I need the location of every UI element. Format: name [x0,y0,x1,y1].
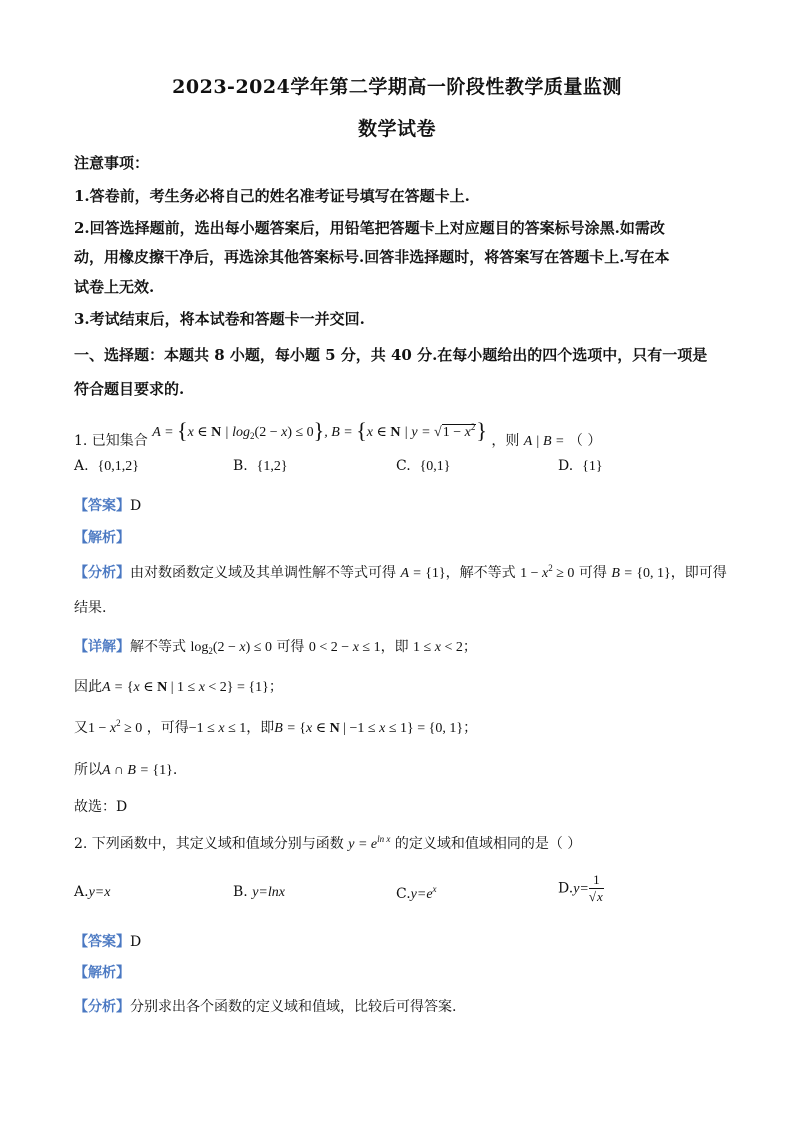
notes-item-2-line-2: 动，用橡皮擦干净后，再选涂其他答案标号.回答非选择题时，将答案写在答题卡上.写在本 [74,248,670,266]
q1-option-a: A. {0,1,2} [74,458,139,474]
q2-analysis-tag: 【解析】 [74,965,130,981]
notes-item-3: 3.考试结束后，将本试卷和答题卡一并交回. [74,310,365,328]
q2-option-c: $C.y=e^x$ [396,884,437,902]
notes-item-2-line-1: 2.回答选择题前，选出每小题答案后，用铅笔把答题卡上对应题目的答案标号涂黑.如需改 [74,219,665,237]
q1-option-c: C. {0,1} [396,458,451,474]
q1-set-formula: A = {x ∈ N | $\log_2(2 - x) \le 0$}, B = {x ∈ N | $y = √1 - x^2$} [152,418,487,443]
q2-option-a: A.y=x [74,884,111,900]
section-heading-line-1: 一、选择题：本题共 8 小题，每小题 5 分，共 40 分.在每小题给出的四个选项中，只有一项是 [74,346,708,364]
notes-heading: 注意事项： [74,154,150,172]
q2-fenxi: 【分析】分别求出各个函数的定义域和值域，比较后可得答案. [74,999,457,1015]
q1-stem: 1. 已知集合 A = {x ∈ N | $\log_2(2 - x) \le 0$}, B = {x ∈ N | $y = √1 - x^2$} ，则 A | B = （ ） [74,418,602,449]
q2-answer: 【答案】D [74,934,142,950]
q2-stem: 2. 下列函数中，其定义域和值域分别与函数 $y = e^{ln x}$ 的定义域和值域相同的是（ ） [74,834,582,852]
q2-option-d: D.y= $\frac{1}{√x}$ [558,872,603,904]
q1-detail-line-2: 因此A = {x ∈ N | 1 ≤ x < 2} = {1}； [74,679,283,695]
notes-item-2-line-3: 试卷上无效. [74,278,155,296]
q1-detail-line-1: 【详解】解不等式 $\log_2(2 - x) \le 0$ 可得 0 < 2 − x ≤ 1，即 1 ≤ x < 2； [74,639,477,656]
notes-item-1: 1.答卷前，考生务必将自己的姓名准考证号填写在答题卡上. [74,187,470,205]
q1-answer: 【答案】D [74,498,142,514]
section-heading-line-2: 符合题目要求的. [74,380,185,398]
q1-detail-line-4: 所以A ∩ B = {1}. [74,762,178,778]
q1-option-d: D. {1} [558,458,603,474]
q1-fenxi-line-2: 结果. [74,600,107,616]
q1-detail-line-3: 又$1 - x^2 \ge 0$ ，可得−1 ≤ x ≤ 1，即B = {x ∈ N | −1 ≤ x ≤ 1} = {0, 1}； [74,718,478,736]
page-title: 2023-2024学年第二学期高一阶段性教学质量监测 [172,76,622,98]
q2-function-expr: $y = e^{ln x}$ [348,834,391,852]
q1-option-b: B. {1,2} [233,458,288,474]
page-subtitle: 数学试卷 [357,118,436,140]
q1-fenxi-line-1: 【分析】由对数函数定义域及其单调性解不等式可得 A = {1}，解不等式 $1 - x^2 \ge 0$ 可得 B = {0, 1}，即可得 [74,563,727,581]
q2-option-b: B. y=lnx [233,884,285,900]
q1-analysis-tag: 【解析】 [74,530,130,546]
q1-intersection-expr: A | B = [523,434,565,449]
q1-choose: 故选：D [74,799,128,815]
